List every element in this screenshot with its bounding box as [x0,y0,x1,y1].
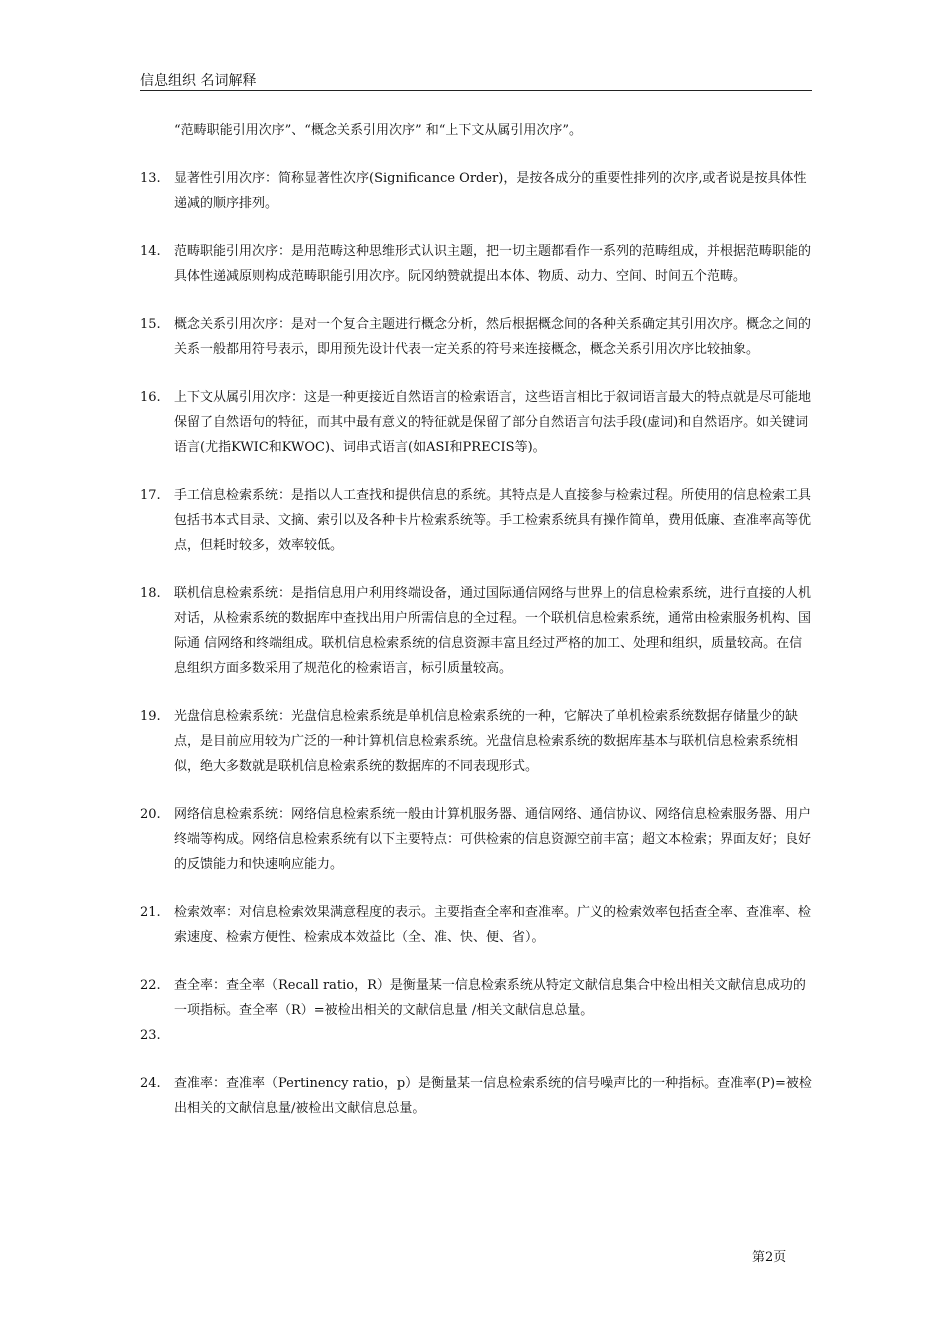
item-number: 17. [140,488,161,503]
list-item [140,385,812,460]
list-item [140,1071,812,1121]
continuation-text: “范畴职能引用次序”、“概念关系引用次序” 和“上下文从属引用次序”。 [174,123,583,138]
item-number: 20. [140,807,161,822]
item-number: 18. [140,586,161,601]
list-item [140,483,812,558]
item-number: 15. [140,317,161,332]
list-item [140,802,812,877]
item-number: 13. [140,171,161,186]
item-text: 手工信息检索系统：是指以人工查找和提供信息的系统。其特点是人直接参与检索过程。所使用的信息检索工具包括书本式目录、文摘、索引以及各种卡片检索系统等。手工检索系统具有操作简单，费用低廉、查准率高等优点，但耗时较多，效率较低。 [174,488,812,553]
page-footer [752,1249,786,1267]
item-number: 16. [140,390,161,405]
list-item [140,704,812,779]
header-title: 信息组织 名词解释 [140,73,257,89]
list-item [140,1023,812,1048]
page-header [140,72,812,91]
item-number: 14. [140,244,161,259]
item-text: 范畴职能引用次序：是用范畴这种思维形式认识主题，把一切主题都看作一系列的范畴组成，并根据范畴职能的具体性递减原则构成范畴职能引用次序。阮冈纳赞就提出本体、物质、动力、空间、时间五个范畴。 [174,244,812,284]
item-text: 网络信息检索系统：网络信息检索系统一般由计算机服务器、通信网络、通信协议、网络信息检索服务器、用户终端等构成。网络信息检索系统有以下主要特点：可供检索的信息资源空前丰富；超文本检索；界面友好；良好的反馈能力和快速响应能力。 [174,807,812,872]
list-item [140,900,812,950]
item-number: 24. [140,1076,161,1091]
page-number: 第2页 [752,1250,787,1265]
item-text: 上下文从属引用次序：这是一种更接近自然语言的检索语言，这些语言相比于叙词语言最大的特点就是尽可能地保留了自然语句的特征，而其中最有意义的特征就是保留了部分自然语言句法手段(虚词)和自然语序。如关键词语言(尤指KWIC和KWOC)、词串式语言(如ASI和PRECIS等)。 [174,390,812,455]
document-body [140,118,812,1144]
list-item [140,581,812,681]
item-text: 检索效率：对信息检索效果满意程度的表示。主要指查全率和查准率。广义的检索效率包括查全率、查准率、检索速度、检索方便性、检索成本效益比（全、准、快、便、省）。 [174,905,812,945]
list-item [140,166,812,216]
item-text: 联机信息检索系统：是指信息用户利用终端设备，通过国际通信网络与世界上的信息检索系统，进行直接的人机对话，从检索系统的数据库中查找出用户所需信息的全过程。一个联机信息检索系统，通常由检索服务机构、国际通 信网络和终端组成。联机信息检索系统的信息资源丰富且经过严格的加工、处理和组织，质量较高。在信息组织方面多数采用了规范化的检索语言，标引质量较高。 [174,586,812,676]
item-text: 光盘信息检索系统：光盘信息检索系统是单机信息检索系统的一种，它解决了单机检索系统数据存储量少的缺点，是目前应用较为广泛的一种计算机信息检索系统。光盘信息检索系统的数据库基本与联机信息检索系统相似，绝大多数就是联机信息检索系统的数据库的不同表现形式。 [174,709,799,774]
item-text: 概念关系引用次序：是对一个复合主题进行概念分析，然后根据概念间的各种关系确定其引用次序。概念之间的关系一般都用符号表示，即用预先设计代表一定关系的符号来连接概念，概念关系引用次序比较抽象。 [174,317,812,357]
list-item [140,239,812,289]
item-number: 23. [140,1028,161,1043]
list-item [140,973,812,1023]
item-number: 19. [140,709,161,724]
item-text: 查准率：查准率（Pertinency ratio，p）是衡量某一信息检索系统的信号噪声比的一种指标。查准率(P)=被检出相关的文献信息量/被检出文献信息总量。 [174,1076,812,1116]
item-number: 21. [140,905,161,920]
item-text: 查全率：查全率（Recall ratio，R）是衡量某一信息检索系统从特定文献信息集合中检出相关文献信息成功的一项指标。查全率（R）=被检出相关的文献信息量 /相关文献信息总量。 [174,978,806,1018]
item-number: 22. [140,978,161,993]
list-item [140,312,812,362]
item-text: 显著性引用次序：简称显著性次序(Significance Order)，是按各成分的重要性排列的次序,或者说是按具体性递减的顺序排列。 [174,171,807,211]
